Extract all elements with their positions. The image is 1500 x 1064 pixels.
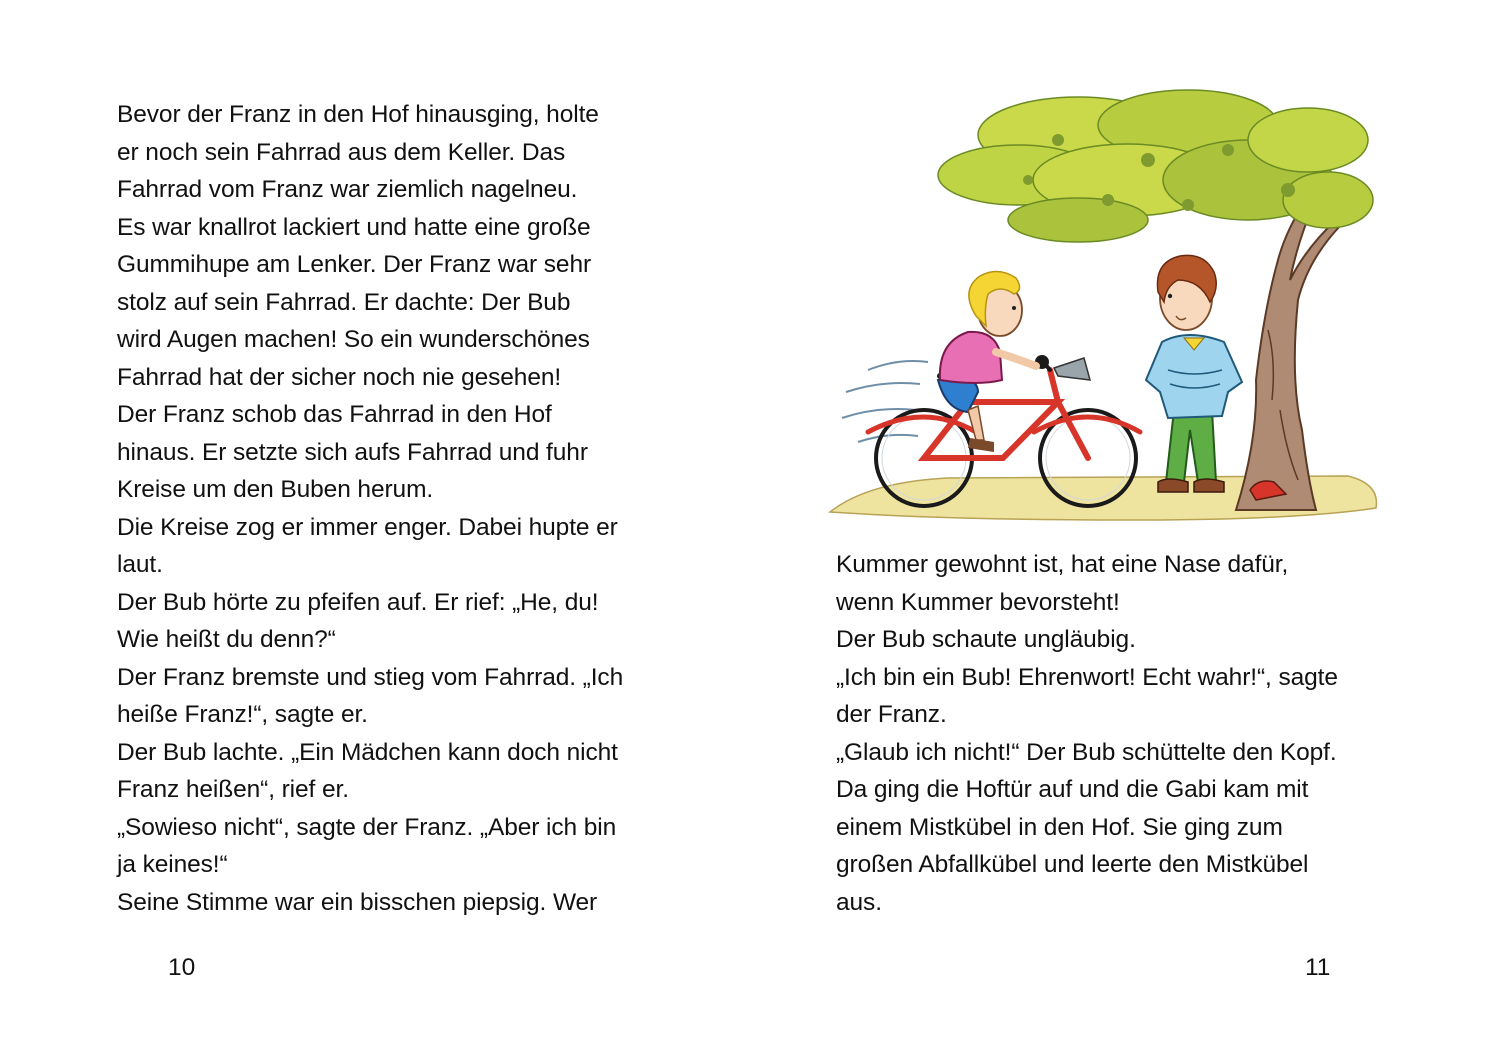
text-line: er noch sein Fahrrad aus dem Keller. Das [117, 138, 566, 166]
text-line: der Franz. [836, 701, 947, 728]
text-line: aus. [836, 888, 882, 916]
text-line: wenn Kummer bevorsteht! [836, 588, 1120, 616]
standing-boy [1146, 255, 1242, 492]
right-page [750, 0, 1500, 1064]
text-line: stolz auf sein Fahrrad. Er dachte: Der Bub [117, 288, 571, 316]
text-line: hinaus. Er setzte sich aufs Fahrrad und fuhr [117, 438, 588, 466]
text-line: „Ich bin ein Bub! Ehrenwort! Echt wahr!“, sagte [836, 663, 1338, 691]
text-line: Franz heißen“, rief er. [117, 776, 349, 803]
text-line: Der Franz bremste und stieg vom Fahrrad. „Ich [117, 663, 624, 691]
text-line: Fahrrad hat der sicher noch nie gesehen! [117, 363, 562, 391]
text-line: Die Kreise zog er immer enger. Dabei hupte er [117, 513, 618, 541]
text-line: Der Bub lachte. „Ein Mädchen kann doch nicht [117, 738, 618, 766]
right-page-text [836, 546, 1338, 921]
tree-bicycle-illustration [828, 80, 1388, 525]
text-line: Wie heißt du denn?“ [117, 626, 336, 653]
tree-trunk [1236, 200, 1340, 510]
text-line: laut. [117, 551, 163, 578]
text-line: Seine Stimme war ein bisschen piepsig. Wer [117, 888, 598, 916]
text-line: Der Franz schob das Fahrrad in den Hof [117, 401, 552, 428]
page-number: 11 [1305, 954, 1331, 981]
text-line: Es war knallrot lackiert und hatte eine große [117, 213, 591, 241]
page-number: 10 [168, 954, 196, 981]
text-line: einem Mistkübel in den Hof. Sie ging zum [836, 813, 1283, 841]
text-line: wird Augen machen! So ein wunderschönes [117, 326, 590, 353]
text-line: Der Bub schaute ungläubig. [836, 626, 1136, 653]
text-line: Bevor der Franz in den Hof hinausging, holte [117, 101, 599, 128]
tree-foliage [938, 90, 1373, 242]
text-line: großen Abfallkübel und leerte den Mistkübel [836, 851, 1309, 878]
text-line: „Sowieso nicht“, sagte der Franz. „Aber ich bin [117, 813, 617, 841]
text-line: Gummihupe am Lenker. Der Franz war sehr [117, 251, 592, 278]
text-line: heiße Franz!“, sagte er. [117, 701, 368, 728]
text-line: Kreise um den Buben herum. [117, 476, 434, 503]
text-line: Der Bub hörte zu pfeifen auf. Er rief: „He, du! [117, 588, 599, 616]
text-line: „Glaub ich nicht!“ Der Bub schüttelte den Kopf. [836, 738, 1337, 766]
text-line: Da ging die Hoftür auf und die Gabi kam mit [836, 776, 1309, 803]
text-line: ja keines!“ [117, 851, 228, 878]
text-line: Kummer gewohnt ist, hat eine Nase dafür, [836, 551, 1289, 578]
text-line: Fahrrad vom Franz war ziemlich nagelneu. [117, 176, 578, 203]
left-page-text [117, 96, 623, 921]
